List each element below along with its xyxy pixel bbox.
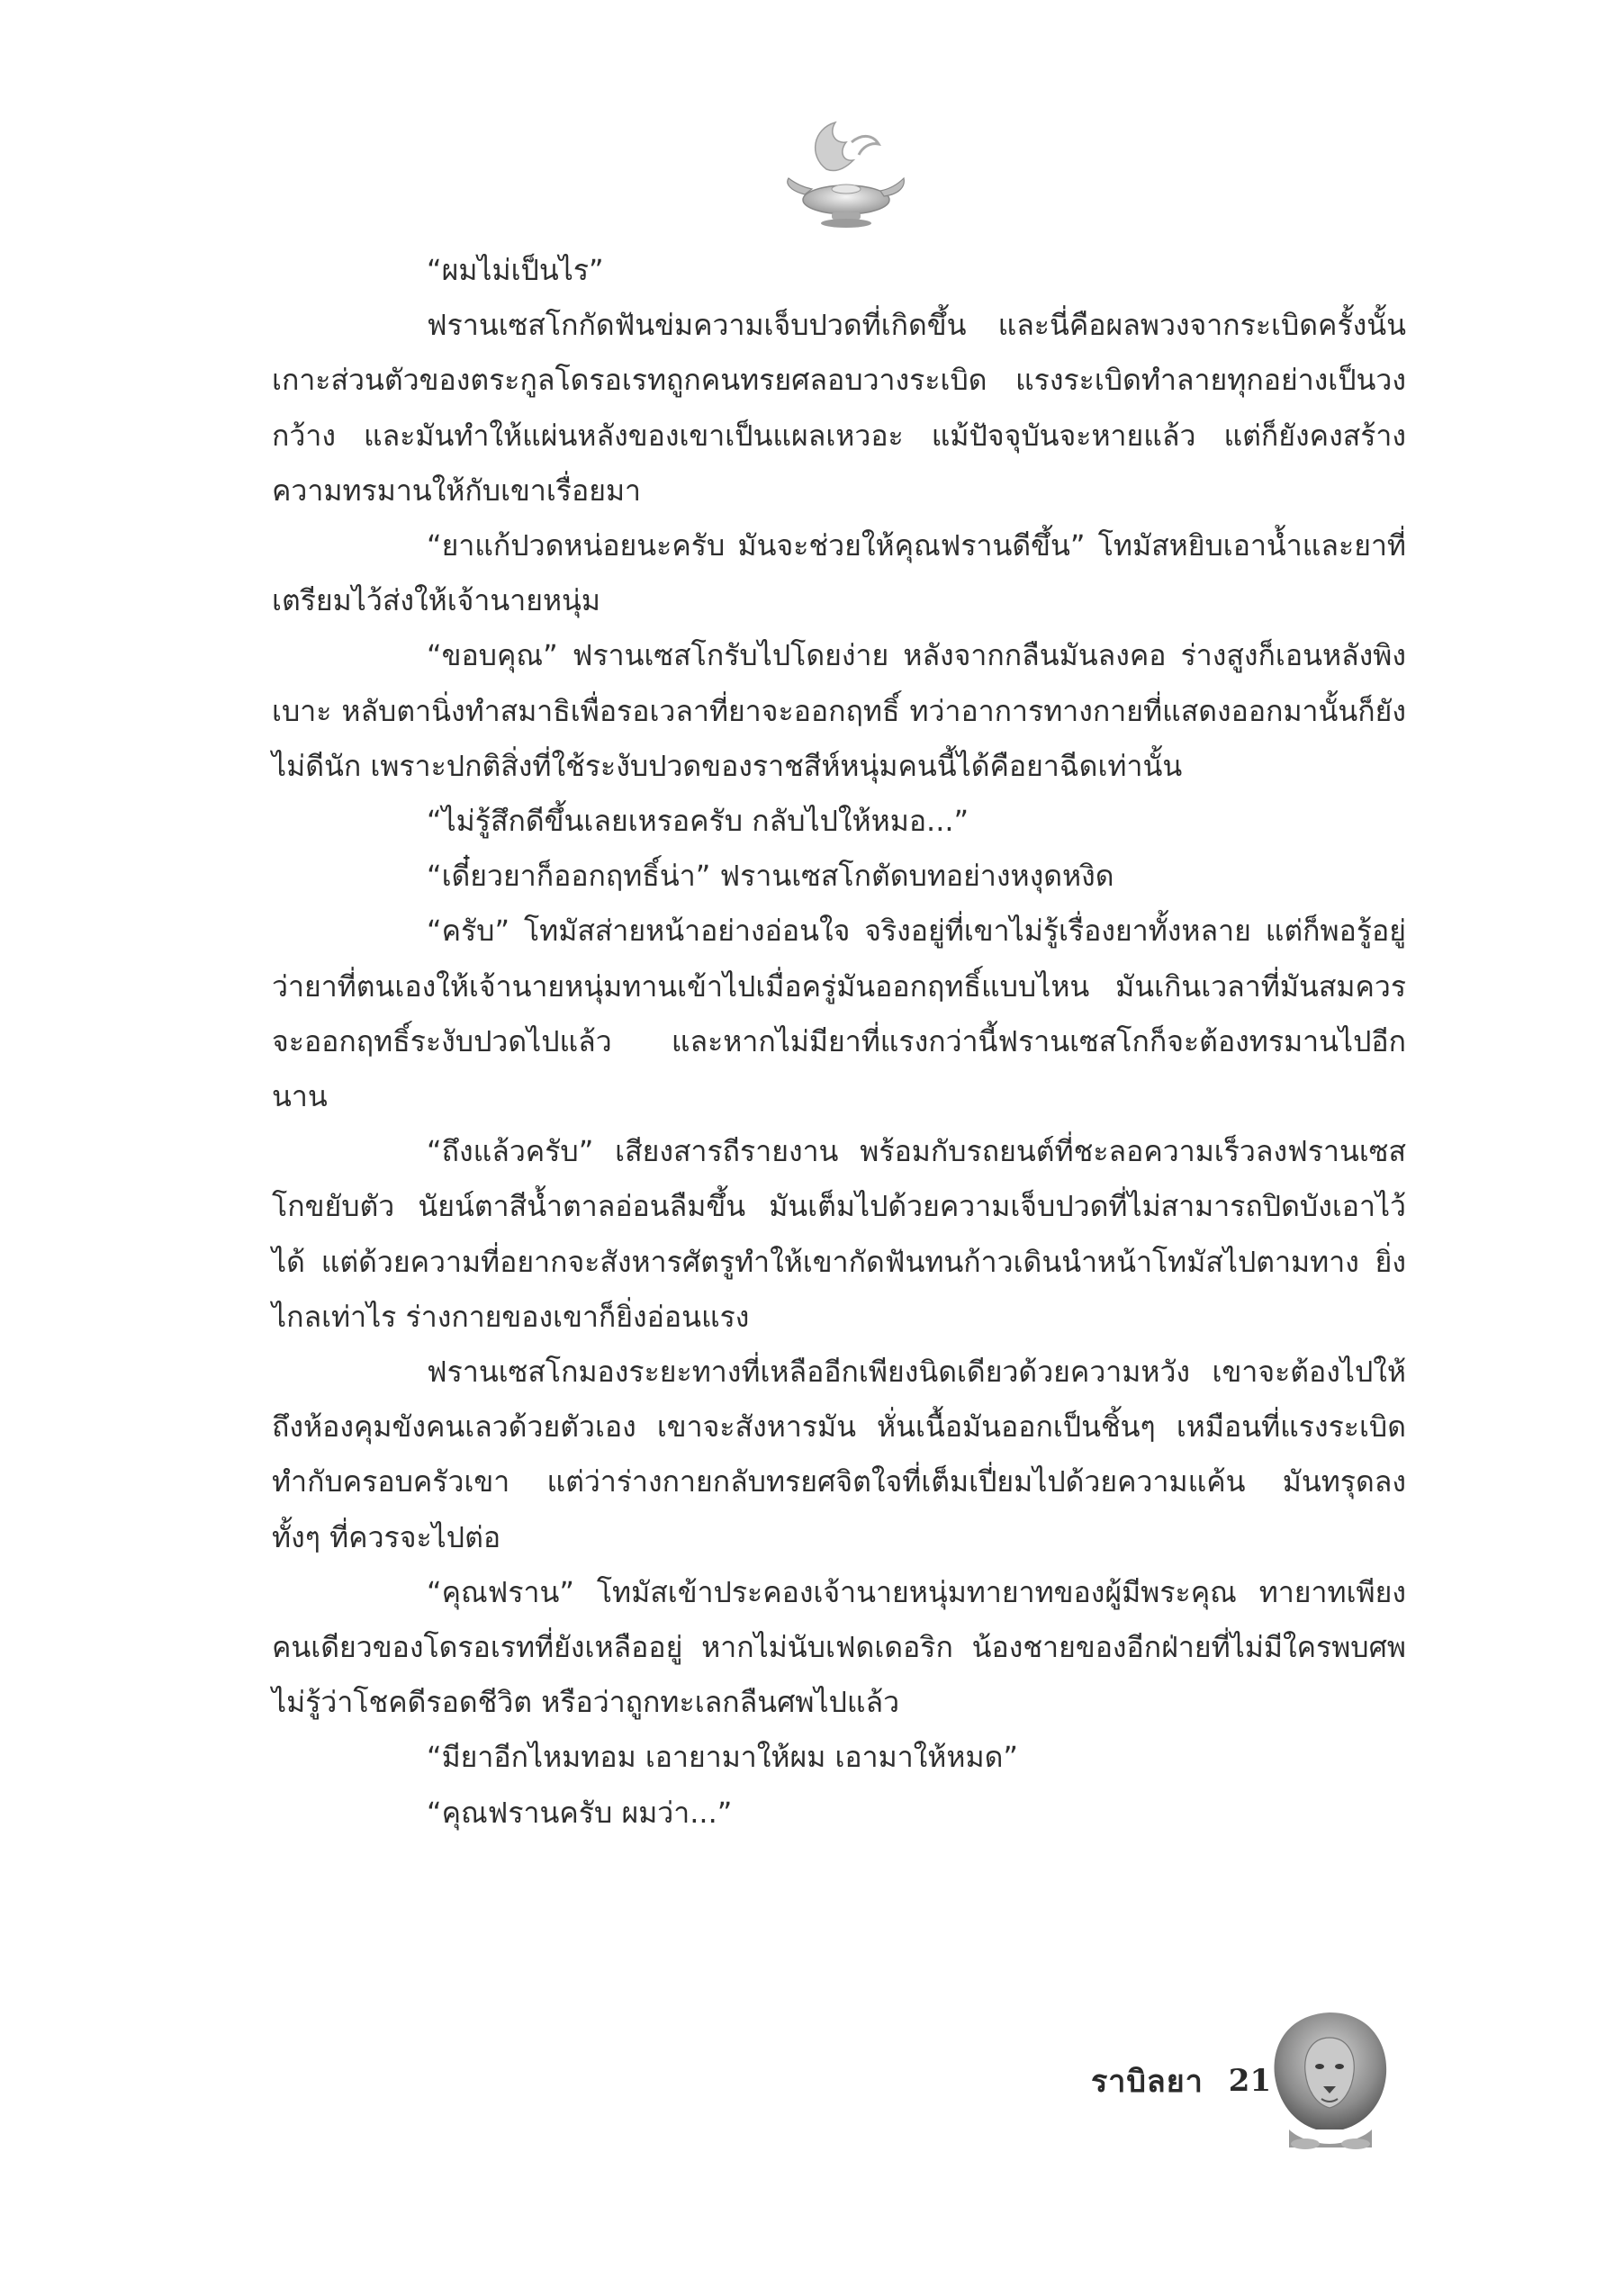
paragraph: “ขอบคุณ” ฟรานเซสโกรับไปโดยง่าย หลังจากกลืนมันลงคอ ร่างสูงก็เอนหลังพิงเบาะ หลับตานิ่งทำสมาธิเพื่อรอเวลาที่ยาจะออกฤทธิ์ ทว่าอาการทางกายที่แสดงออกมานั้นก็ยังไม่ดีนัก เพราะปกติสิ่งที่ใช้ระงับปวดของราชสีห์หนุ่มคนนี้ได้คือยาฉีดเท่านั้น [272, 638, 1406, 783]
paragraph: “คุณฟราน” โทมัสเข้าประคองเจ้านายหนุ่มทายาทของผู้มีพระคุณ ทายาทเพียงคนเดียวของโดรอเรทที่ยังเหลืออยู่ หากไม่นับเฟดเดอริก น้องชายของอีกฝ่ายที่ไม่มีใครพบศพ ไม่รู้ว่าโชคดีรอดชีวิต หรือว่าถูกทะเลกลืนศพไปแล้ว [272, 1574, 1406, 1720]
book-title: ราบิลยา [1091, 2064, 1204, 2100]
paragraph: ฟรานเซสโกกัดฟันข่มความเจ็บปวดที่เกิดขึ้น และนี่คือผลพวงจากระเบิดครั้งนั้น เกาะส่วนตัวของตระกูลโดรอเรทถูกคนทรยศลอบวางระเบิด แรงระเบิดทำลายทุกอย่างเป็นวงกว้าง และมันทำให้แผ่นหลังของเขาเป็นแผลเหวอะ แม้ปัจจุบันจะหายแล้ว แต่ก็ยังคงสร้างความทรมานให้กับเขาเรื่อยมา [272, 308, 1406, 508]
dialog-line: “เดี๋ยวยาก็ออกฤทธิ์น่า” ฟรานเซสโกตัดบทอย่างหงุดหงิด [427, 859, 1114, 894]
paragraph: “ถึงแล้วครับ” เสียงสารถีรายงาน พร้อมกับรถยนต์ที่ชะลอความเร็วลงฟรานเซสโกขยับตัว นัยน์ตาสีน้ำตาลอ่อนลืมขึ้น มันเต็มไปด้วยความเจ็บปวดที่ไม่สามารถปิดบังเอาไว้ได้ แต่ด้วยความที่อยากจะสังหารศัตรูทำให้เขากัดฟันทนก้าวเดินนำหน้าโทมัสไปตามทาง ยิ่งไกลเท่าไร ร่างกายของเขาก็ยิ่งอ่อนแรง [272, 1134, 1406, 1334]
genie-lamp-icon [772, 106, 916, 232]
dialog-line: “ไม่รู้สึกดีขึ้นเลยเหรอครับ กลับไปให้หมอ...” [427, 804, 969, 839]
page-number: 21 [1228, 2063, 1272, 2099]
paragraph: “ยาแก้ปวดหน่อยนะครับ มันจะช่วยให้คุณฟรานดีขึ้น” โทมัสหยิบเอาน้ำและยาที่เตรียมไว้ส่งให้เจ้านายหนุ่ม [272, 528, 1406, 618]
paragraph: “ครับ” โทมัสส่ายหน้าอย่างอ่อนใจ จริงอยู่ที่เขาไม่รู้เรื่องยาทั้งหลาย แต่ก็พอรู้อยู่ว่ายาที่ตนเองให้เจ้านายหนุ่มทานเข้าไปเมื่อครู่มันออกฤทธิ์แบบไหน มันเกินเวลาที่มันสมควรจะออกฤทธิ์ระงับปวดไปแล้ว และหากไม่มียาที่แรงกว่านี้ฟรานเซสโกก็จะต้องทรมานไปอีกนาน [272, 914, 1406, 1114]
dialog-line: “มียาอีกไหมทอม เอายามาให้ผม เอามาให้หมด” [427, 1740, 1018, 1775]
page-footer [1091, 2054, 1271, 2108]
lion-icon [1262, 2003, 1397, 2152]
dialog-line: “คุณฟรานครับ ผมว่า...” [427, 1795, 733, 1830]
dialog-line: “ผมไม่เป็นไร” [427, 253, 604, 287]
body-text [272, 243, 1406, 1841]
paragraph: ฟรานเซสโกมองระยะทางที่เหลืออีกเพียงนิดเดียวด้วยความหวัง เขาจะต้องไปให้ถึงห้องคุมขังคนเลวด้วยตัวเอง เขาจะสังหารมัน หั่นเนื้อมันออกเป็นชิ้นๆ เหมือนที่แรงระเบิดทำกับครอบครัวเขา แต่ว่าร่างกายกลับทรยศจิตใจที่เต็มเปี่ยมไปด้วยความแค้น มันทรุดลง ทั้งๆ ที่ควรจะไปต่อ [272, 1355, 1406, 1554]
